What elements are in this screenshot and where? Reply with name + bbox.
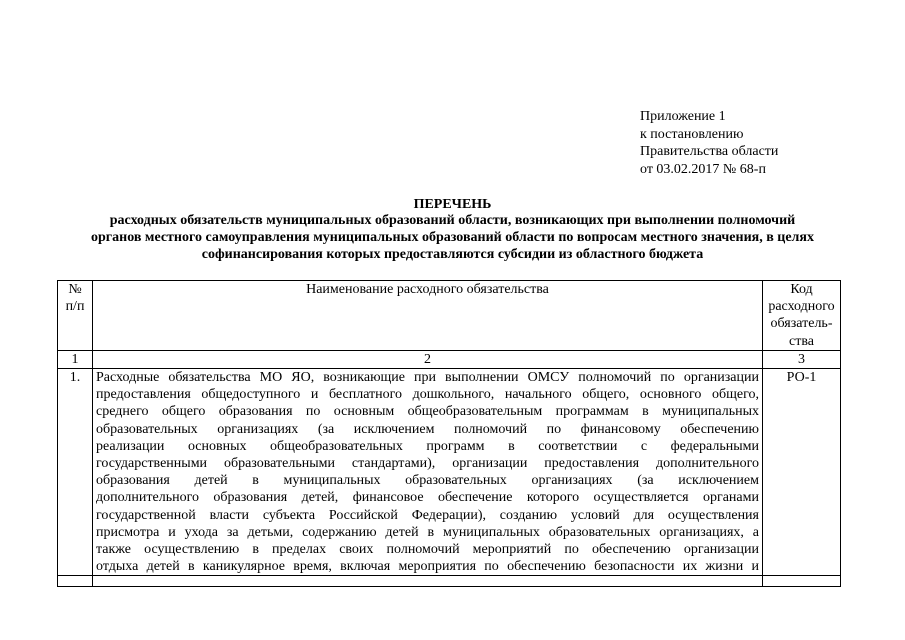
row-code: РО-1 (763, 369, 841, 576)
row-name-line: государственной власти субъекта Российской Федерации), созданию условий для осуществления (96, 507, 759, 523)
appendix-line: Правительства области (640, 144, 779, 159)
table-continuation (58, 576, 841, 587)
appendix-line: от 03.02.2017 № 68-п (640, 161, 766, 177)
document-subtitle (0, 212, 905, 263)
row-name-line: предоставления общедоступного и бесплатного дошкольного, начального общего, основного общего, (96, 387, 759, 403)
row-name (93, 369, 763, 576)
table-header-row (58, 281, 841, 351)
subtitle-line: софинансирования которых предоставляются субсидии из областного бюджета (201, 247, 704, 262)
obligations-table (57, 280, 841, 587)
header-code-line: ства (789, 333, 814, 349)
column-number: 1 (58, 350, 93, 368)
subtitle-line: расходных обязательств муниципальных образований области, возникающих при выполнении полномочий (109, 213, 796, 228)
row-name-line: образовательных организациях (за исключением полномочий по финансовому обеспечению (96, 421, 759, 437)
column-number: 2 (93, 350, 763, 368)
row-name-line: присмотра и ухода за детьми, содержанию детей в муниципальных образовательных организациях, а (96, 524, 759, 540)
header-code-line: обязатель- (770, 316, 833, 332)
header-code (763, 281, 841, 351)
header-code-line: расходного (768, 299, 835, 315)
subtitle-line: органов местного самоуправления муниципальных образований области по вопросам местного значения, в целях (91, 230, 814, 245)
header-num-line: п/п (65, 299, 85, 315)
row-name-line: Расходные обязательства МО ЯО, возникающие при выполнении ОМСУ полномочий по организации (96, 370, 759, 386)
appendix-line: Приложение 1 (640, 109, 726, 124)
row-name-line: также осуществлению в пределах своих полномочий мероприятий по обеспечению организации (96, 542, 759, 558)
row-num: 1. (58, 369, 93, 576)
row-name-line: среднего общего образования по основным общеобразовательным программам в муниципальных (96, 404, 759, 420)
table-row (58, 369, 841, 576)
header-code-line: Код (790, 282, 813, 297)
continuation-cell (58, 576, 93, 587)
continuation-cell (763, 576, 841, 587)
header-num (58, 281, 93, 351)
row-name-line: отдыха детей в каникулярное время, включая мероприятия по обеспечению безопасности их жизни и (96, 559, 759, 575)
continuation-cell (93, 576, 763, 587)
row-name-line: дополнительного образования детей, финансовое обеспечение которого осуществляется органами (96, 490, 759, 506)
document-title: ПЕРЕЧЕНЬ (413, 197, 492, 212)
header-name: Наименование расходного обязательства (93, 281, 763, 351)
row-name-line: государственными образовательными стандартами), организации предоставления дополнительного (96, 456, 759, 472)
appendix-block (640, 108, 778, 178)
appendix-line: к постановлению (640, 126, 744, 142)
row-name-line: образования детей в муниципальных образовательных организациях (за исключением (96, 473, 759, 489)
column-number-row (58, 350, 841, 368)
header-num-line: № (68, 282, 82, 297)
row-name-line: реализации основных общеобразовательных программ в соответствии с федеральными (96, 438, 759, 454)
column-number: 3 (763, 350, 841, 368)
